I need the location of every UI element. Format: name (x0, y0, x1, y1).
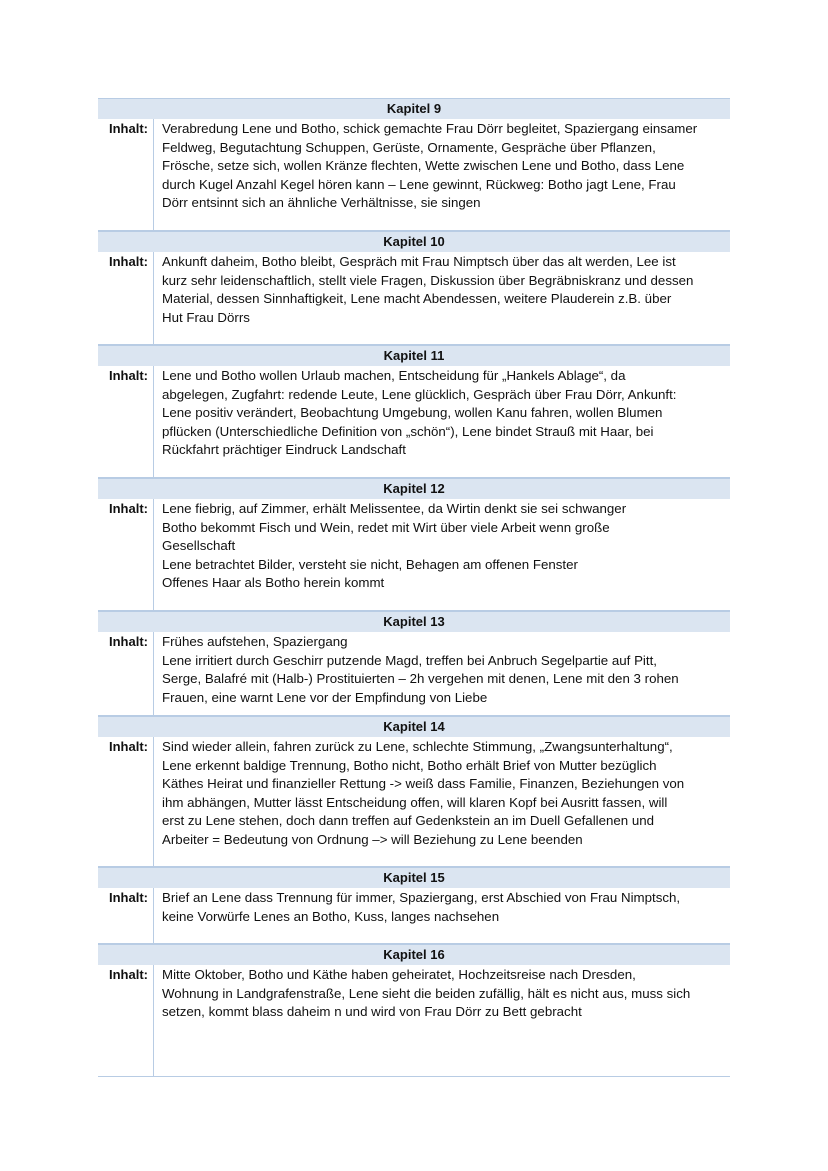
content-line: Arbeiter = Bedeutung von Ordnung –> will Beziehung zu Lene beenden (162, 831, 583, 847)
content-line: Serge, Balafré mit (Halb-) Prostituierten – 2h vergehen mit denen, Lene mit den 3 rohen (162, 671, 679, 687)
content-label: Inhalt: (98, 888, 154, 943)
chapter-title: Kapitel 16 (98, 944, 730, 965)
chapter-title: Kapitel 14 (98, 716, 730, 737)
content-label: Inhalt: (98, 737, 154, 866)
content-line: Frühes aufstehen, Spaziergang (162, 634, 348, 649)
content-line: Lene positiv verändert, Beobachtung Umgebung, wollen Kanu fahren, wollen Blumen (162, 405, 663, 421)
chapter-title: Kapitel 13 (98, 611, 730, 632)
chapter-summary-table (98, 98, 730, 1077)
content-line: Lene betrachtet Bilder, versteht sie nicht, Behagen am offenen Fenster (162, 556, 578, 572)
content-line: ihm abhängen, Mutter lässt Entscheidung offen, will klaren Kopf bei Ausritt fassen, will (162, 794, 668, 810)
chapter-14 (98, 716, 730, 867)
chapter-title: Kapitel 11 (98, 345, 730, 366)
content-line: Offenes Haar als Botho herein kommt (162, 575, 385, 591)
content-line: Hut Frau Dörrs (162, 309, 250, 325)
content-label: Inhalt: (98, 366, 154, 477)
chapter-13 (98, 611, 730, 716)
chapter-content (154, 119, 730, 230)
chapter-12 (98, 478, 730, 611)
chapter-15 (98, 867, 730, 944)
chapter-content (154, 252, 730, 344)
chapter-row (98, 366, 730, 478)
content-line: Mitte Oktober, Botho und Käthe haben geheiratet, Hochzeitsreise nach Dresden, (162, 967, 636, 982)
content-line: keine Vorwürfe Lenes an Botho, Kuss, langes nachsehen (162, 908, 500, 924)
chapter-11 (98, 345, 730, 478)
content-line: Rückfahrt prächtiger Eindruck Landschaft (162, 442, 406, 458)
content-line: abgelegen, Zugfahrt: redende Leute, Lene glücklich, Gespräch über Frau Dörr, Ankunft: (162, 386, 677, 402)
content-line: Ankunft daheim, Botho bleibt, Gespräch mit Frau Nimptsch über das alt werden, Lee ist (162, 254, 676, 269)
chapter-content (154, 632, 730, 715)
chapter-content (154, 965, 730, 1076)
chapter-row (98, 632, 730, 716)
chapter-10 (98, 231, 730, 345)
chapter-title: Kapitel 9 (98, 98, 730, 119)
content-line: Lene und Botho wollen Urlaub machen, Entscheidung für „Hankels Ablage“, da (162, 368, 626, 383)
content-line: Brief an Lene dass Trennung für immer, Spaziergang, erst Abschied von Frau Nimptsch, (162, 890, 681, 905)
chapter-9 (98, 98, 730, 231)
content-line: Frauen, eine warnt Lene vor der Empfindung von Liebe (162, 689, 488, 705)
chapter-title: Kapitel 10 (98, 231, 730, 252)
chapter-row (98, 119, 730, 231)
content-label: Inhalt: (98, 499, 154, 610)
content-line: Frösche, setze sich, wollen Kränze flechten, Wette zwischen Lene und Botho, dass Lene (162, 158, 685, 174)
content-label: Inhalt: (98, 252, 154, 344)
content-line: Sind wieder allein, fahren zurück zu Lene, schlechte Stimmung, „Zwangsunterhaltung“, (162, 739, 673, 754)
content-label: Inhalt: (98, 119, 154, 230)
content-line: Material, dessen Sinnhaftigkeit, Lene macht Abendessen, weitere Plauderein z.B. über (162, 291, 672, 307)
content-line: Feldweg, Begutachtung Schuppen, Gerüste, Ornamente, Gespräche über Pflanzen, (162, 139, 656, 155)
content-line: pflücken (Unterschiedliche Definition von „schön“), Lene bindet Strauß mit Haar, bei (162, 423, 654, 439)
content-line: Käthes Heirat und finanzieller Rettung -> weiß dass Familie, Finanzen, Beziehungen von (162, 776, 685, 792)
chapter-row (98, 888, 730, 944)
content-line: durch Kugel Anzahl Kegel hören kann – Lene gewinnt, Rückweg: Botho jagt Lene, Frau (162, 176, 676, 192)
content-line: Botho bekommt Fisch und Wein, redet mit Wirt über viele Arbeit wenn große (162, 519, 610, 535)
chapter-title: Kapitel 15 (98, 867, 730, 888)
chapter-content (154, 366, 730, 477)
content-line: Verabredung Lene und Botho, schick gemachte Frau Dörr begleitet, Spaziergang einsamer (162, 121, 698, 136)
content-line: Dörr entsinnt sich an ähnliche Verhältnisse, sie singen (162, 195, 481, 211)
content-line: setzen, kommt blass daheim n und wird von Frau Dörr zu Bett gebracht (162, 1004, 582, 1020)
chapter-row (98, 965, 730, 1077)
content-line: Lene irritiert durch Geschirr putzende Magd, treffen bei Anbruch Segelpartie auf Pitt, (162, 652, 657, 668)
chapter-title: Kapitel 12 (98, 478, 730, 499)
chapter-content (154, 888, 730, 943)
content-line: Lene fiebrig, auf Zimmer, erhält Melissentee, da Wirtin denkt sie sei schwanger (162, 501, 627, 516)
content-line: Gesellschaft (162, 538, 236, 554)
content-line: Lene erkennt baldige Trennung, Botho nicht, Botho erhält Brief von Mutter bezüglich (162, 757, 657, 773)
content-line: kurz sehr leidenschaftlich, stellt viele Fragen, Diskussion über Begräbniskranz und dessen (162, 272, 694, 288)
chapter-row (98, 737, 730, 867)
content-line: erst zu Lene stehen, doch dann treffen auf Gedenkstein an im Duell Gefallenen und (162, 813, 655, 829)
chapter-row (98, 499, 730, 611)
content-line: Wohnung in Landgrafenstraße, Lene sieht die beiden zufällig, hält es nicht aus, muss sich (162, 985, 691, 1001)
content-label: Inhalt: (98, 965, 154, 1076)
chapter-16 (98, 944, 730, 1077)
content-label: Inhalt: (98, 632, 154, 715)
chapter-row (98, 252, 730, 345)
chapter-content (154, 737, 730, 866)
chapter-content (154, 499, 730, 610)
